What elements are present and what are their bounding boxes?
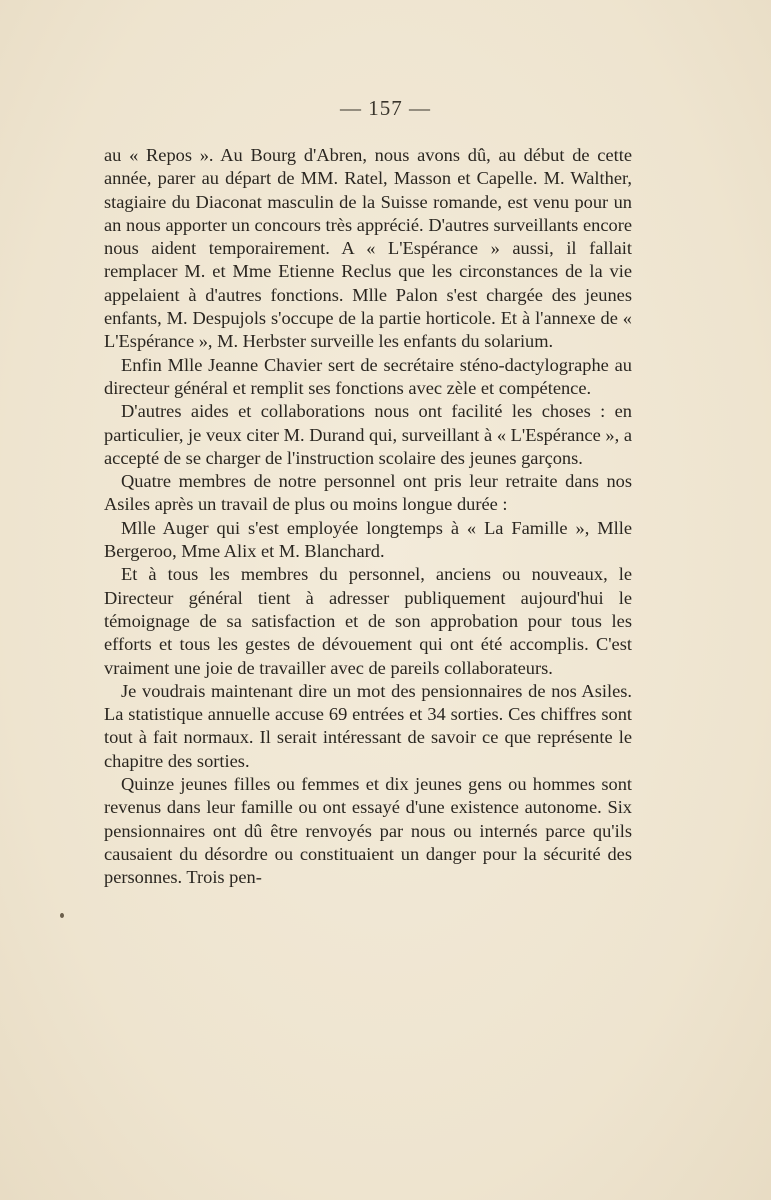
paragraph: Et à tous les membres du personnel, anciens ou nouveaux, le Directeur général tient à adresser publiquement aujourd'hui le témoignage de sa satisfaction et de son approbation pour tous les efforts et tous les gestes de dévouement qui ont été accomplis. C'est vraiment une joie de travailler avec de pareils collaborateurs.: [104, 564, 632, 678]
paragraph: au « Repos ». Au Bourg d'Abren, nous avons dû, au début de cette année, parer au départ de MM. Ratel, Masson et Capelle. M. Walther, stagiaire du Diaconat masculin de la Suisse romande, est venu pour un an nous apporter un concours très apprécié. D'autres surveillants encore nous aident temporairement. A « L'Espérance » aussi, il fallait remplacer M. et Mme Etienne Reclus que les circonstances de la vie appelaient à d'autres fonctions. Mlle Palon s'est chargée des jeunes enfants, M. Despujols s'occupe de la partie horticole. Et à l'annexe de « L'Espérance », M. Herbster surveille les enfants du solarium.: [104, 145, 632, 352]
paragraph: Quatre membres de notre personnel ont pris leur retraite dans nos Asiles après un travail de plus ou moins longue durée :: [104, 471, 632, 515]
paragraph: Quinze jeunes filles ou femmes et dix jeunes gens ou hommes sont revenus dans leur famille ou ont essayé d'une existence autonome. Six pensionnaires ont dû être renvoyés par nous ou internés parce qu'ils causaient du désordre ou constituaient un danger pour la sécurité des personnes. Trois pen-: [104, 774, 632, 888]
paragraph: Je voudrais maintenant dire un mot des pensionnaires de nos Asiles. La statistique annuelle accuse 69 entrées et 34 sorties. Ces chiffres sont tout à fait normaux. Il serait intéressant de savoir ce que représente le chapitre des sorties.: [104, 680, 632, 771]
page-number: — 157 —: [340, 96, 431, 120]
paragraph: D'autres aides et collaborations nous ont facilité les choses : en particulier, je veux citer M. Durand qui, surveillant à « L'Espérance », a accepté de se charger de l'instruction scolaire des jeunes garçons.: [104, 401, 632, 468]
paragraph: Enfin Mlle Jeanne Chavier sert de secrétaire sténo-dactylographe au directeur général et remplit ses fonctions avec zèle et compétence.: [104, 354, 632, 398]
ink-speck: [60, 913, 64, 918]
paragraph: Mlle Auger qui s'est employée longtemps à « La Famille », Mlle Bergeroo, Mme Alix et M. Blanchard.: [104, 517, 632, 562]
body-text: [104, 144, 632, 890]
